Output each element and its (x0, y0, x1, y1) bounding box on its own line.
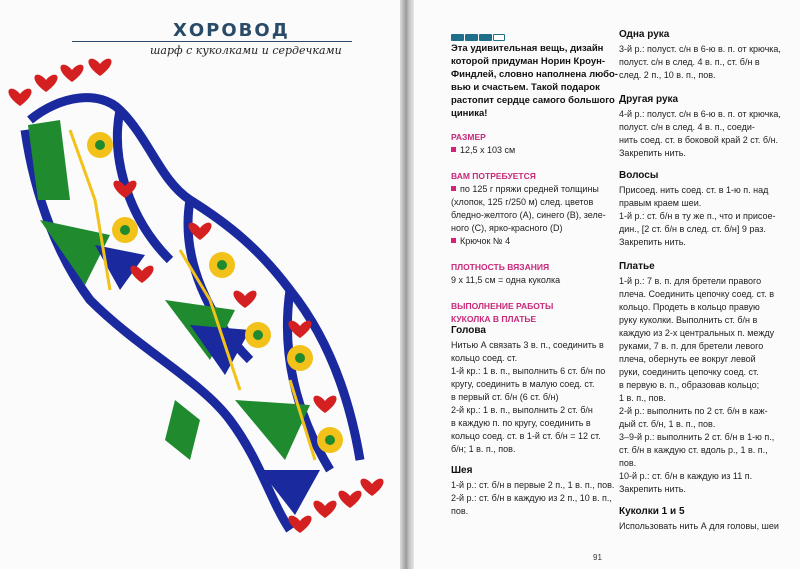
size-value: 12,5 х 103 см (451, 144, 515, 156)
dress-line: кольцо. Продеть в кольцо правую (619, 302, 760, 312)
dress-line: 10-й р.: ст. б/н в каждую из 11 п. (619, 471, 753, 481)
head-subheading: Голова (451, 325, 486, 336)
page-title: ХОРОВОД (173, 20, 290, 41)
book-gutter (400, 0, 414, 569)
head-line: в первый ст. б/н (6 ст. б/н) (451, 392, 559, 402)
arm1-line: полуст. с/н в след. 4 в. п., ст. б/н в (619, 57, 760, 67)
dress-line: в первую в. п., образовав кольцо; (619, 380, 760, 390)
materials-line: по 125 г пряжи средней толщины (451, 183, 599, 195)
dress-line: руками, 7 в. п. для бретели левого (619, 341, 764, 351)
arm1-line: след. 2 п., 10 в. п., пов. (619, 70, 716, 80)
materials-line: (хлопок, 125 г/250 м) след. цветов (451, 197, 594, 207)
arm2-line: Закрепить нить. (619, 148, 686, 158)
dress-line: 1 в. п., пов. (619, 393, 666, 403)
arm1-line: 3-й р.: полуст. с/н в 6-ю в. п. от крючка, (619, 44, 781, 54)
dress-line: пов. (619, 458, 637, 468)
dress-line: плеча, обернуть ее вокруг левой (619, 354, 756, 364)
dress-line: 2-й р.: выполнить по 2 ст. б/н в каж- (619, 406, 768, 416)
difficulty-indicator (451, 26, 511, 33)
green-dresses (28, 120, 310, 460)
head-line: б/н; 1 в. п., пов. (451, 444, 516, 454)
dress-line: руку куколки. Выполнить ст. б/н в (619, 315, 758, 325)
head-line: кольцо соед. ст. (451, 353, 518, 363)
arm2-line: полуст. с/н в след. 4 в. п., соеди- (619, 122, 755, 132)
arm2-subheading: Другая рука (619, 94, 679, 105)
materials-line: ного (С), ярко-красного (D) (451, 223, 563, 233)
hair-line: 1-й р.: ст. б/н в ту же п., что и присое- (619, 211, 776, 221)
dolls-subheading: Куколки 1 и 5 (619, 506, 685, 517)
size-heading: РАЗМЕР (451, 132, 486, 142)
dress-line: 1-й р.: 7 в. п. для бретели правого (619, 276, 762, 286)
hair-line: правым краем шеи. (619, 198, 702, 208)
work-heading: ВЫПОЛНЕНИЕ РАБОТЫ (451, 301, 554, 311)
arm2-line: нить соед. ст. в боковой край 2 ст. б/н. (619, 135, 779, 145)
head-line: Нитью А связать 3 в. п., соединить в (451, 340, 604, 350)
head-line: в каждую п. по кругу, соединить в (451, 418, 591, 428)
dress-line: ст. б/н в каждую ст. вдоль р., 1 в. п., (619, 445, 768, 455)
intro-line: которой придуман Норин Кроун- (451, 56, 606, 67)
materials-heading: ВАМ ПОТРЕБУЕТСЯ (451, 171, 536, 181)
arm1-subheading: Одна рука (619, 29, 670, 40)
doll-heading: КУКОЛКА В ПЛАТЬЕ (451, 314, 537, 324)
dress-line: дый ст. б/н, 1 в. п., пов. (619, 419, 716, 429)
hair-line: Присоед. нить соед. ст. в 1-ю п. над (619, 185, 769, 195)
intro-line: Эта удивительная вещь, дизайн (451, 43, 604, 54)
intro-line: вью и счастьем. Такой подарок (451, 82, 600, 93)
gauge-heading: ПЛОТНОСТЬ ВЯЗАНИЯ (451, 262, 550, 272)
dress-line: Закрепить нить. (619, 484, 686, 494)
neck-line: пов. (451, 506, 469, 516)
dress-line: плеча. Соединить цепочку соед. ст. в (619, 289, 774, 299)
dolls-line: Использовать нить А для головы, шеи (619, 521, 779, 531)
hook-line: Крючок № 4 (451, 235, 510, 247)
intro-line: растопит сердце самого большого (451, 95, 615, 106)
arm2-line: 4-й р.: полуст. с/н в 6-ю в. п. от крючка, (619, 109, 781, 119)
hair-line: Закрепить нить. (619, 237, 686, 247)
page-number: 91 (593, 553, 602, 562)
neck-line: 2-й р.: ст. б/н в каждую из 2 п., 10 в. п., (451, 493, 612, 503)
dress-line: руки, соединить цепочку соед. ст. (619, 367, 759, 377)
intro-line: циника! (451, 108, 488, 119)
head-line: 1-й кр.: 1 в. п., выполнить 6 ст. б/н по (451, 366, 606, 376)
inner-hearts (113, 181, 336, 413)
dress-line: каждую из 2-х центральных п. между (619, 328, 775, 338)
title-rule (72, 41, 352, 42)
gauge-value: 9 х 11,5 см = одна куколка (451, 275, 561, 285)
scarf-photo (0, 50, 400, 560)
neck-subheading: Шея (451, 465, 473, 476)
head-line: кольцо соед. ст. в 1-й ст. б/н = 12 ст. (451, 431, 601, 441)
dress-subheading: Платье (619, 261, 655, 272)
head-line: кругу, соединить в малую соед. ст. (451, 379, 595, 389)
intro-line: Финдлей, словно наполнена любо- (451, 69, 618, 80)
head-line: 2-й кр.: 1 в. п., выполнить 2 ст. б/н (451, 405, 593, 415)
hair-subheading: Волосы (619, 170, 659, 181)
page-subtitle: шарф с куколками и сердечками (150, 44, 342, 57)
materials-line: бледно-желтого (А), синего (В), зеле- (451, 210, 606, 220)
dress-line: 3–9-й р.: выполнить 2 ст. б/н в 1-ю п., (619, 432, 775, 442)
hair-line: дин., [2 ст. б/н в след. ст. б/н] 9 раз. (619, 224, 766, 234)
neck-line: 1-й р.: ст. б/н в первые 2 п., 1 в. п., пов. (451, 480, 615, 490)
